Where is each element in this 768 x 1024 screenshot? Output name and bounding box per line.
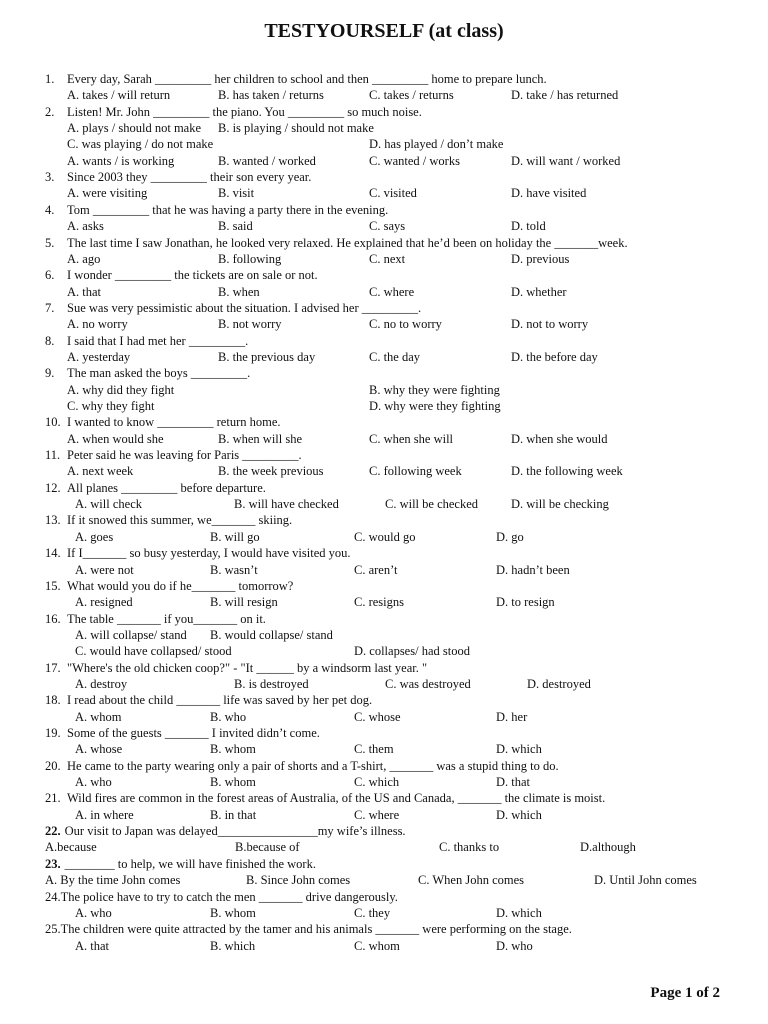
answer-option: C. where bbox=[369, 284, 415, 299]
answer-option: D. take / has returned bbox=[511, 88, 619, 103]
answer-option: B. would collapse/ stand bbox=[210, 627, 333, 642]
answer-option: A. yesterday bbox=[67, 349, 131, 364]
answer-option: D. go bbox=[496, 529, 524, 544]
answer-option: D. why were they fighting bbox=[369, 399, 501, 413]
answer-option: B. the previous day bbox=[218, 349, 316, 364]
question-stem bbox=[45, 578, 293, 594]
question-text: I wanted to know _________ return home. bbox=[67, 415, 281, 430]
question-text: Since 2003 they _________ their son every year. bbox=[67, 170, 312, 185]
answer-option: D. not to worry bbox=[511, 317, 589, 332]
answer-option: B. is playing / should not make bbox=[218, 121, 374, 136]
question-number: 8. bbox=[45, 333, 55, 348]
answer-option: B. has taken / returns bbox=[218, 88, 324, 103]
question-stem bbox=[45, 71, 547, 87]
question-number: 23. bbox=[45, 856, 61, 871]
answer-option: C. visited bbox=[369, 186, 417, 201]
question-text: He came to the party wearing only a pair of shorts and a T-shirt, _______ was a stupid thing to do. bbox=[67, 758, 559, 773]
answer-option: B. wasn’t bbox=[210, 562, 258, 577]
question-stem bbox=[45, 480, 266, 496]
answer-option: C. no to worry bbox=[369, 317, 442, 332]
question-text: The man asked the boys _________. bbox=[67, 366, 251, 381]
answer-option: D. collapses/ had stood bbox=[354, 644, 470, 659]
answer-option: C. When John comes bbox=[418, 873, 525, 888]
answer-option: D. previous bbox=[511, 251, 570, 266]
answer-option: C. takes / returns bbox=[369, 88, 454, 103]
answer-option: A. will collapse/ stand bbox=[75, 627, 187, 642]
question-number: 18. bbox=[45, 693, 61, 708]
answer-option: B. whom bbox=[210, 905, 256, 920]
question-text: What would you do if he_______ tomorrow? bbox=[67, 578, 294, 593]
answer-option: A. goes bbox=[75, 529, 114, 544]
answer-option: D. will want / worked bbox=[511, 153, 621, 168]
question-number: 7. bbox=[45, 300, 55, 315]
question-text: Our visit to Japan was delayed________________my wife’s illness. bbox=[64, 824, 406, 839]
answer-option: B. will have checked bbox=[234, 497, 339, 512]
answer-option: C. them bbox=[354, 742, 394, 757]
answer-option: A. will check bbox=[75, 497, 142, 512]
answer-option: A. next week bbox=[67, 464, 134, 479]
question-text: The police have to try to catch the men _______ drive dangerously. bbox=[60, 889, 398, 904]
answer-option: A. destroy bbox=[75, 676, 128, 691]
question-number: 4. bbox=[45, 202, 55, 217]
question-stem bbox=[45, 611, 266, 627]
answer-option: C. why they fight bbox=[67, 399, 155, 413]
answer-option: A. resigned bbox=[75, 595, 133, 610]
answer-option: B. which bbox=[210, 938, 256, 953]
answer-option: A. in where bbox=[75, 807, 134, 822]
question-text: "Where's the old chicken coop?" - "It ______ by a windsorm last year. " bbox=[67, 660, 428, 675]
question-stem bbox=[45, 790, 605, 806]
answer-option: B. following bbox=[218, 251, 282, 266]
answer-option: A. plays / should not make bbox=[67, 121, 202, 136]
answer-option: A.because bbox=[45, 840, 97, 855]
question-number: 10. bbox=[45, 415, 61, 430]
question-text: Tom _________ that he was having a party there in the evening. bbox=[67, 202, 389, 217]
question-text: If I_______ so busy yesterday, I would have visited you. bbox=[67, 546, 351, 561]
page-number: Page 1 of 2 bbox=[650, 985, 720, 1001]
page-title: TESTYOURSELF (at class) bbox=[264, 20, 504, 42]
question-number: 12. bbox=[45, 480, 61, 495]
answer-option: B.because of bbox=[235, 840, 300, 855]
answer-option: D. who bbox=[496, 938, 533, 953]
answer-option: C. would have collapsed/ stood bbox=[75, 644, 232, 659]
question-stem bbox=[45, 169, 311, 185]
answer-option: C. following week bbox=[369, 464, 462, 479]
answer-option: A. when would she bbox=[67, 431, 164, 446]
answer-option: D. has played / don’t make bbox=[369, 137, 504, 152]
question-stem bbox=[45, 235, 628, 251]
answer-option: B. said bbox=[218, 219, 253, 234]
answer-option: A. whose bbox=[75, 742, 123, 757]
answer-option: A. were visiting bbox=[67, 186, 148, 201]
question-text: Some of the guests _______ I invited didn’t come. bbox=[67, 726, 320, 740]
answer-option: C. when she will bbox=[369, 431, 454, 446]
question-stem bbox=[45, 365, 250, 381]
question-number: 14. bbox=[45, 546, 61, 561]
question-stem bbox=[45, 414, 281, 430]
answer-option: D. have visited bbox=[511, 186, 587, 201]
question-number: 20. bbox=[45, 758, 61, 773]
answer-option: A. that bbox=[75, 938, 110, 953]
question-number: 24. bbox=[45, 889, 61, 904]
answer-option: C. aren’t bbox=[354, 562, 398, 577]
question-stem bbox=[45, 512, 292, 528]
answer-option: C. next bbox=[369, 251, 406, 266]
answer-option: C. where bbox=[354, 807, 400, 822]
question-stem bbox=[45, 921, 572, 937]
answer-option: B. not worry bbox=[218, 317, 282, 332]
question-stem bbox=[45, 104, 422, 120]
answer-option: A. that bbox=[67, 284, 102, 299]
question-text: The last time I saw Jonathan, he looked very relaxed. He explained that he’d been on holiday the _______week. bbox=[67, 235, 628, 250]
answer-option: C. whose bbox=[354, 709, 401, 724]
answer-option: D. the following week bbox=[511, 464, 623, 479]
question-stem bbox=[45, 545, 351, 561]
answer-option: A. why did they fight bbox=[67, 382, 175, 397]
answer-option: B. wanted / worked bbox=[218, 153, 316, 168]
answer-option: C. resigns bbox=[354, 595, 404, 610]
answer-option: B. why they were fighting bbox=[369, 382, 500, 397]
answer-option: C. wanted / works bbox=[369, 153, 460, 168]
answer-option: D. Until John comes bbox=[594, 873, 697, 888]
answer-option: B. when will she bbox=[218, 431, 303, 446]
question-number: 22. bbox=[45, 824, 61, 839]
answer-option: D. which bbox=[496, 807, 542, 822]
answer-option: D. which bbox=[496, 742, 542, 757]
question-text: ________ to help, we will have finished the work. bbox=[64, 856, 316, 871]
question-stem bbox=[45, 660, 427, 676]
question-stem bbox=[45, 267, 318, 283]
answer-option: A. no worry bbox=[67, 317, 128, 332]
answer-option: A. whom bbox=[75, 709, 122, 724]
answer-option: C. was destroyed bbox=[385, 676, 471, 691]
question-number: 19. bbox=[45, 726, 61, 740]
answer-option: A. were not bbox=[75, 562, 134, 577]
answer-option: B. Since John comes bbox=[246, 873, 351, 888]
question-number: 2. bbox=[45, 104, 55, 119]
answer-option: B. the week previous bbox=[218, 464, 324, 479]
question-number: 25. bbox=[45, 922, 61, 937]
question-stem bbox=[45, 856, 316, 872]
question-stem bbox=[45, 202, 388, 218]
question-stem bbox=[45, 300, 421, 316]
answer-option: B. in that bbox=[210, 807, 257, 822]
answer-option: B. is destroyed bbox=[234, 676, 309, 691]
question-number: 21. bbox=[45, 791, 61, 806]
answer-option: D.although bbox=[580, 840, 636, 855]
question-stem bbox=[45, 823, 406, 839]
answer-option: C. would go bbox=[354, 529, 416, 544]
question-number: 16. bbox=[45, 611, 61, 626]
answer-option: A. takes / will return bbox=[67, 88, 171, 103]
answer-option: A. who bbox=[75, 775, 112, 790]
answer-option: B. when bbox=[218, 284, 260, 299]
question-text: Listen! Mr. John _________ the piano. You _________ so much noise. bbox=[67, 104, 422, 119]
question-stem bbox=[45, 758, 559, 774]
answer-option: C. will be checked bbox=[385, 497, 479, 512]
answer-option: C. they bbox=[354, 905, 391, 920]
answer-option: A. ago bbox=[67, 251, 101, 266]
answer-option: D. hadn’t been bbox=[496, 562, 570, 577]
answer-option: B. whom bbox=[210, 775, 256, 790]
answer-option: C. the day bbox=[369, 349, 421, 364]
question-text: I said that I had met her _________. bbox=[67, 333, 249, 348]
answer-option: B. who bbox=[210, 709, 247, 724]
answer-option: D. destroyed bbox=[527, 676, 591, 691]
answer-option: B. visit bbox=[218, 186, 255, 201]
question-number: 17. bbox=[45, 660, 61, 675]
answer-option: D. when she would bbox=[511, 431, 608, 446]
question-number: 11. bbox=[45, 448, 61, 463]
answer-option: A. asks bbox=[67, 219, 104, 234]
question-number: 15. bbox=[45, 578, 61, 593]
answer-option: C. says bbox=[369, 219, 406, 234]
question-text: Sue was very pessimistic about the situation. I advised her _________. bbox=[67, 300, 422, 315]
answer-option: D. will be checking bbox=[511, 497, 609, 512]
question-number: 3. bbox=[45, 170, 55, 185]
question-stem bbox=[45, 333, 248, 349]
question-text: Peter said he was leaving for Paris _________. bbox=[67, 448, 302, 463]
answer-option: D. whether bbox=[511, 284, 567, 299]
question-stem bbox=[45, 889, 398, 905]
answer-option: A. who bbox=[75, 905, 112, 920]
answer-option: D. her bbox=[496, 709, 528, 724]
question-number: 13. bbox=[45, 513, 61, 528]
question-text: Every day, Sarah _________ her children to school and then _________ home to prepare lunch. bbox=[67, 72, 547, 86]
question-text: I read about the child _______ life was saved by her pet dog. bbox=[67, 693, 373, 708]
question-text: I wonder _________ the tickets are on sale or not. bbox=[67, 268, 318, 283]
answer-option: B. whom bbox=[210, 742, 256, 757]
answer-option: C. which bbox=[354, 775, 400, 790]
question-text: The table _______ if you_______ on it. bbox=[67, 611, 266, 626]
answer-option: D. the before day bbox=[511, 349, 598, 364]
answer-option: D. to resign bbox=[496, 595, 555, 610]
question-number: 9. bbox=[45, 366, 55, 381]
question-text: The children were quite attracted by the tamer and his animals _______ were performing on the stage. bbox=[60, 922, 572, 937]
question-text: All planes _________ before departure. bbox=[67, 480, 266, 495]
answer-option: A. wants / is working bbox=[67, 153, 175, 168]
answer-option: D. told bbox=[511, 219, 546, 234]
question-number: 6. bbox=[45, 268, 55, 283]
question-number: 1. bbox=[45, 72, 55, 86]
answer-option: A. By the time John comes bbox=[45, 873, 181, 888]
question-stem bbox=[45, 692, 372, 708]
answer-option: D. that bbox=[496, 775, 531, 790]
answer-option: B. will go bbox=[210, 529, 260, 544]
question-stem bbox=[45, 447, 302, 463]
answer-option: C. whom bbox=[354, 938, 400, 953]
question-text: If it snowed this summer, we_______ skiing. bbox=[67, 513, 293, 528]
answer-option: B. will resign bbox=[210, 595, 278, 610]
question-number: 5. bbox=[45, 235, 55, 250]
answer-option: C. was playing / do not make bbox=[67, 137, 214, 152]
answer-option: D. which bbox=[496, 905, 542, 920]
question-stem bbox=[45, 725, 320, 741]
question-text: Wild fires are common in the forest areas of Australia, of the US and Canada, _______ the climate is moist. bbox=[67, 791, 606, 806]
answer-option: C. thanks to bbox=[439, 840, 500, 855]
